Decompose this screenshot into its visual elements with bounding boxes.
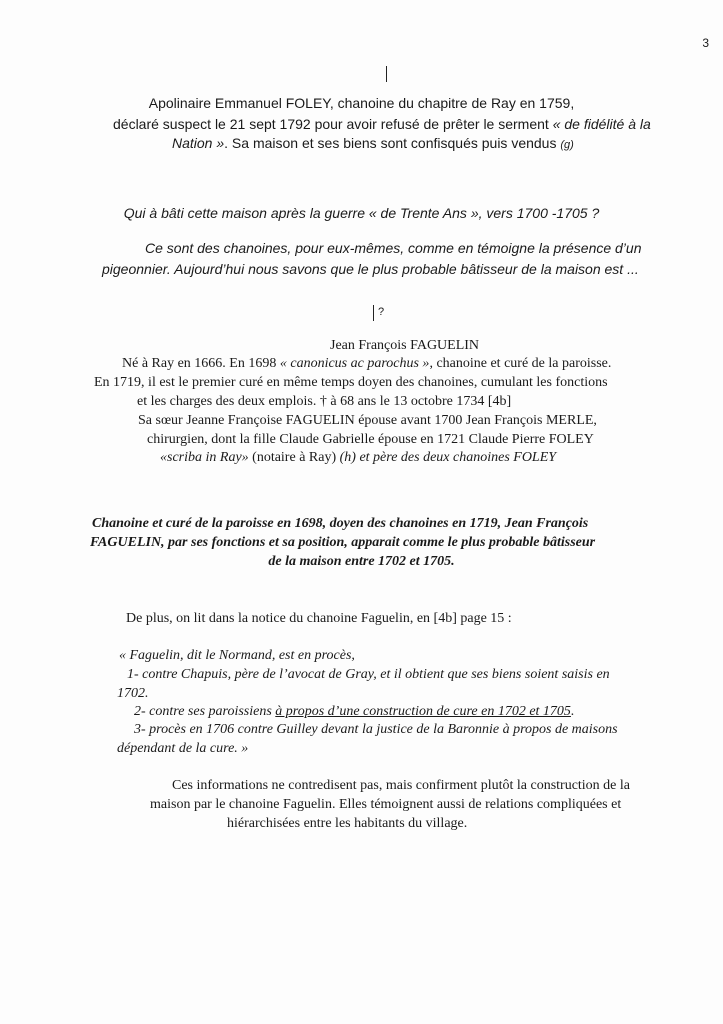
answer-line-2: pigeonnier. Aujourd’hui nous savons que le plus probable bâtisseur de la maison est ... [102, 261, 639, 277]
page-number: 3 [702, 36, 709, 50]
answer-line-1: Ce sont des chanoines, pour eux-mêmes, comme en témoigne la présence d’un [145, 240, 642, 256]
faguelin-line-4: Sa sœur Jeanne Françoise FAGUELIN épouse avant 1700 Jean François MERLE, [138, 413, 597, 428]
conclusion-line-1: Chanoine et curé de la paroisse en 1698, doyen des chanoines en 1719, Jean François [92, 516, 589, 531]
notice-quote-4-underlined: à propos d’une construction de cure en 1702 et 1705 [275, 704, 571, 719]
closing-line-3: hiérarchisées entre les habitants du village. [227, 816, 468, 831]
faguelin-line-1-a: Né à Ray en 1666. En 1698 [122, 356, 280, 371]
notice-quote-1: « Faguelin, dit le Normand, est en procès, [119, 648, 355, 663]
closing-line-1: Ces informations ne contredisent pas, mais confirment plutôt la construction de la [172, 778, 631, 793]
faguelin-latin-title: « canonicus ac parochus » [279, 356, 430, 371]
foley-nation-word: Nation » [172, 135, 225, 151]
foley-line-3 [172, 135, 574, 151]
notice-quote-6: dépendant de la cure. » [117, 741, 249, 756]
notice-intro: De plus, on lit dans la notice du chanoine Faguelin, en [4b] page 15 : [126, 611, 512, 626]
foley-line-1: Apolinaire Emmanuel FOLEY, chanoine du chapitre de Ray en 1759, [148, 95, 575, 111]
closing-line-2: maison par le chanoine Faguelin. Elles témoignent aussi de relations compliquées et [150, 797, 622, 812]
faguelin-line-6 [160, 450, 556, 466]
foley-line-2 [113, 116, 651, 132]
scriba-in-ray: «scriba in Ray» [160, 450, 249, 465]
conclusion-line-2: FAGUELIN, par ses fonctions et sa position, apparait comme le plus probable bâtisseur [90, 535, 596, 550]
conclusion-line-3: de la maison entre 1702 et 1705. [268, 554, 455, 569]
genealogy-connector-line [386, 66, 387, 82]
foley-oath-quote: « de fidélité à la [552, 116, 651, 132]
notaire-a-ray: (notaire à Ray) [248, 450, 340, 465]
notice-quote-4-c: . [570, 704, 575, 719]
notice-quote-2: 1- contre Chapuis, père de l’avocat de Gray, et il obtient que ses biens soient saisis en [127, 667, 610, 682]
faguelin-name: Jean François FAGUELIN [330, 338, 480, 353]
faguelin-line-6-end: (h) et père des deux chanoines FOLEY [339, 450, 557, 465]
reference-g: (g) [560, 139, 574, 151]
faguelin-line-5: chirurgien, dont la fille Claude Gabrielle épouse en 1721 Claude Pierre FOLEY [147, 432, 594, 447]
foley-line-3-text: . Sa maison et ses biens sont confisqués puis vendus [224, 135, 561, 151]
notice-quote-3: 1702. [117, 686, 149, 701]
genealogy-connector-line-2 [373, 305, 374, 321]
faguelin-line-3: et les charges des deux emplois. † à 68 ans le 13 octobre 1734 [4b] [137, 394, 512, 409]
question-line: Qui à bâti cette maison après la guerre « de Trente Ans », vers 1700 -1705 ? [123, 205, 600, 221]
unknown-marker: ? [378, 306, 385, 318]
faguelin-line-1 [122, 356, 611, 372]
faguelin-line-1-c: , chanoine et curé de la paroisse. [429, 356, 612, 371]
notice-quote-5: 3- procès en 1706 contre Guilley devant la justice de la Baronnie à propos de maisons [134, 722, 618, 737]
faguelin-line-2: En 1719, il est le premier curé en même temps doyen des chanoines, cumulant les fonctions [94, 375, 608, 390]
notice-quote-4-a: 2- contre ses paroissiens [134, 704, 276, 719]
notice-quote-4 [134, 704, 574, 720]
foley-line-2-text: déclaré suspect le 21 sept 1792 pour avoir refusé de prêter le serment [113, 116, 553, 132]
